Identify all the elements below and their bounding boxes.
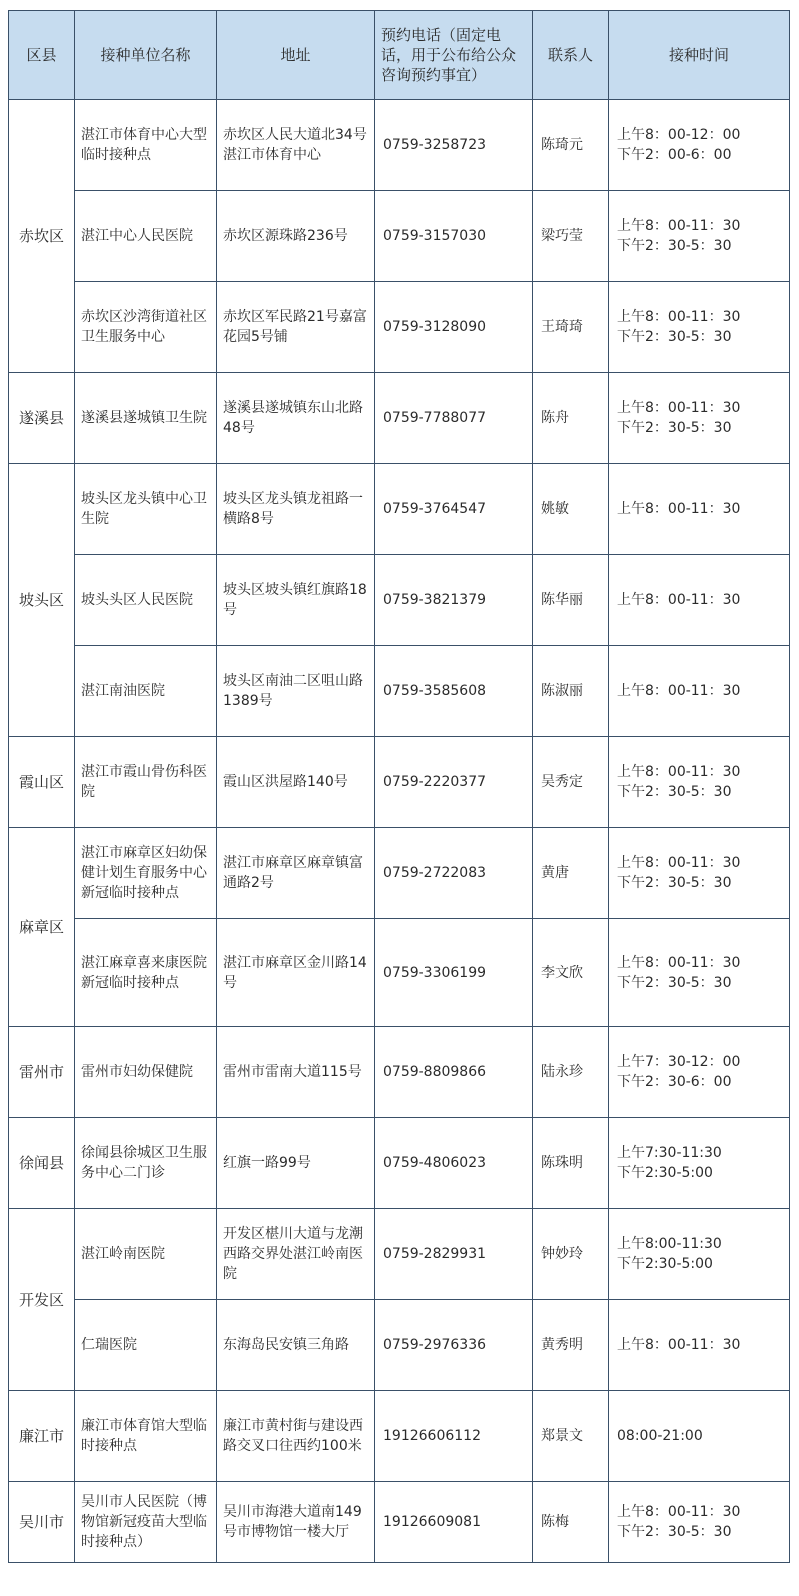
address-cell: 赤坎区源珠路236号 <box>217 191 375 282</box>
time-cell <box>609 464 790 555</box>
time-cell <box>609 1391 790 1482</box>
site-name-cell: 廉江市体育馆大型临时接种点 <box>75 1391 217 1482</box>
time-cell <box>609 100 790 191</box>
header-row <box>9 11 790 100</box>
contact-cell: 陈华丽 <box>533 555 609 646</box>
district-cell: 吴川市 <box>9 1482 75 1563</box>
time-morning: 上午8：00-11：30 <box>617 592 741 608</box>
table-row <box>9 1391 790 1482</box>
contact-cell: 陈琦元 <box>533 100 609 191</box>
contact-cell: 陈淑丽 <box>533 646 609 737</box>
contact-cell: 吴秀定 <box>533 737 609 828</box>
district-cell: 廉江市 <box>9 1391 75 1482</box>
site-name-cell: 湛江市麻章区妇幼保健计划生育服务中心新冠临时接种点 <box>75 828 217 919</box>
phone-cell: 0759-3585608 <box>375 646 533 737</box>
district-cell: 赤坎区 <box>9 100 75 373</box>
site-name-cell: 坡头头区人民医院 <box>75 555 217 646</box>
time-morning: 上午8：00-11：30 <box>617 764 741 780</box>
phone-cell: 0759-3258723 <box>375 100 533 191</box>
address-cell: 湛江市麻章区金川路14号 <box>217 919 375 1027</box>
site-name-cell: 仁瑞医院 <box>75 1300 217 1391</box>
contact-cell: 郑景文 <box>533 1391 609 1482</box>
table-row <box>9 646 790 737</box>
contact-cell: 陆永珍 <box>533 1027 609 1118</box>
time-afternoon: 下午2:30-5:00 <box>617 1256 713 1272</box>
phone-cell: 0759-7788077 <box>375 373 533 464</box>
time-morning: 上午8：00-11：30 <box>617 683 741 699</box>
district-cell: 遂溪县 <box>9 373 75 464</box>
table-row <box>9 1482 790 1563</box>
phone-cell: 0759-2976336 <box>375 1300 533 1391</box>
table-row <box>9 191 790 282</box>
table-row <box>9 464 790 555</box>
address-cell: 廉江市黄村街与建设西路交叉口往西约100米 <box>217 1391 375 1482</box>
contact-cell: 陈梅 <box>533 1482 609 1563</box>
vaccination-sites-table-container <box>8 10 790 1563</box>
district-cell: 徐闻县 <box>9 1118 75 1209</box>
table-row <box>9 1300 790 1391</box>
time-morning: 上午8：00-11：30 <box>617 1337 741 1353</box>
time-morning: 上午8：00-11：30 <box>617 400 741 416</box>
district-cell: 雷州市 <box>9 1027 75 1118</box>
time-cell <box>609 1027 790 1118</box>
address-cell: 东海岛民安镇三角路 <box>217 1300 375 1391</box>
phone-cell: 0759-3764547 <box>375 464 533 555</box>
district-cell: 开发区 <box>9 1209 75 1391</box>
phone-cell: 0759-3821379 <box>375 555 533 646</box>
time-morning: 上午7:30-11:30 <box>617 1145 722 1161</box>
time-cell <box>609 737 790 828</box>
address-cell: 吴川市海港大道南149号市博物馆一楼大厅 <box>217 1482 375 1563</box>
phone-cell: 0759-4806023 <box>375 1118 533 1209</box>
time-morning: 上午8：00-11：30 <box>617 501 741 517</box>
time-morning: 08:00-21:00 <box>617 1428 703 1444</box>
site-name-cell: 湛江岭南医院 <box>75 1209 217 1300</box>
address-cell: 赤坎区人民大道北34号湛江市体育中心 <box>217 100 375 191</box>
time-afternoon: 下午2：30-6：00 <box>617 1074 732 1090</box>
time-cell <box>609 1209 790 1300</box>
phone-cell: 0759-8809866 <box>375 1027 533 1118</box>
table-row <box>9 373 790 464</box>
time-afternoon: 下午2:30-5:00 <box>617 1165 713 1181</box>
address-cell: 红旗一路99号 <box>217 1118 375 1209</box>
time-afternoon: 下午2：00-6：00 <box>617 147 732 163</box>
phone-cell: 0759-2722083 <box>375 828 533 919</box>
header-site-name: 接种单位名称 <box>75 11 217 100</box>
site-name-cell: 坡头区龙头镇中心卫生院 <box>75 464 217 555</box>
time-afternoon: 下午2：30-5：30 <box>617 329 732 345</box>
table-row <box>9 282 790 373</box>
time-cell <box>609 828 790 919</box>
vaccination-sites-table <box>8 10 790 1563</box>
time-morning: 上午8：00-11：30 <box>617 855 741 871</box>
site-name-cell: 徐闻县徐城区卫生服务中心二门诊 <box>75 1118 217 1209</box>
address-cell: 坡头区南油二区咀山路1389号 <box>217 646 375 737</box>
site-name-cell: 吴川市人民医院（博物馆新冠疫苗大型临时接种点） <box>75 1482 217 1563</box>
time-cell <box>609 1482 790 1563</box>
phone-cell: 0759-3306199 <box>375 919 533 1027</box>
site-name-cell: 湛江南油医院 <box>75 646 217 737</box>
phone-cell: 0759-3157030 <box>375 191 533 282</box>
address-cell: 赤坎区军民路21号嘉富花园5号铺 <box>217 282 375 373</box>
contact-cell: 黄唐 <box>533 828 609 919</box>
table-row <box>9 828 790 919</box>
header-phone: 预约电话（固定电话，用于公布给公众咨询预约事宜） <box>375 11 533 100</box>
table-row <box>9 100 790 191</box>
address-cell: 霞山区洪屋路140号 <box>217 737 375 828</box>
address-cell: 遂溪县遂城镇东山北路48号 <box>217 373 375 464</box>
time-afternoon: 下午2：30-5：30 <box>617 875 732 891</box>
time-cell <box>609 282 790 373</box>
site-name-cell: 遂溪县遂城镇卫生院 <box>75 373 217 464</box>
header-address: 地址 <box>217 11 375 100</box>
contact-cell: 梁巧莹 <box>533 191 609 282</box>
contact-cell: 李文欣 <box>533 919 609 1027</box>
district-cell: 霞山区 <box>9 737 75 828</box>
time-cell <box>609 1300 790 1391</box>
contact-cell: 陈珠明 <box>533 1118 609 1209</box>
phone-cell: 0759-2220377 <box>375 737 533 828</box>
time-cell <box>609 646 790 737</box>
address-cell: 坡头区龙头镇龙祖路一横路8号 <box>217 464 375 555</box>
time-morning: 上午8：00-11：30 <box>617 1504 741 1520</box>
site-name-cell: 湛江市体育中心大型临时接种点 <box>75 100 217 191</box>
district-cell: 麻章区 <box>9 828 75 1027</box>
table-row <box>9 1118 790 1209</box>
table-row <box>9 555 790 646</box>
time-cell <box>609 191 790 282</box>
phone-cell: 0759-2829931 <box>375 1209 533 1300</box>
table-row <box>9 737 790 828</box>
header-contact: 联系人 <box>533 11 609 100</box>
time-cell <box>609 555 790 646</box>
contact-cell: 姚敏 <box>533 464 609 555</box>
district-cell: 坡头区 <box>9 464 75 737</box>
phone-cell: 19126609081 <box>375 1482 533 1563</box>
site-name-cell: 湛江麻章喜来康医院新冠临时接种点 <box>75 919 217 1027</box>
time-afternoon: 下午2：30-5：30 <box>617 238 732 254</box>
address-cell: 雷州市雷南大道115号 <box>217 1027 375 1118</box>
contact-cell: 钟妙玲 <box>533 1209 609 1300</box>
time-afternoon: 下午2：30-5：30 <box>617 420 732 436</box>
table-row <box>9 1027 790 1118</box>
time-afternoon: 下午2：30-5：30 <box>617 1524 732 1540</box>
address-cell: 坡头区坡头镇红旗路18号 <box>217 555 375 646</box>
site-name-cell: 湛江中心人民医院 <box>75 191 217 282</box>
header-time: 接种时间 <box>609 11 790 100</box>
site-name-cell: 赤坎区沙湾街道社区卫生服务中心 <box>75 282 217 373</box>
table-row <box>9 1209 790 1300</box>
phone-cell: 19126606112 <box>375 1391 533 1482</box>
time-cell <box>609 1118 790 1209</box>
time-morning: 上午8：00-12：00 <box>617 127 741 143</box>
address-cell: 开发区椹川大道与龙潮西路交界处湛江岭南医院 <box>217 1209 375 1300</box>
contact-cell: 陈舟 <box>533 373 609 464</box>
contact-cell: 王琦琦 <box>533 282 609 373</box>
time-morning: 上午7：30-12：00 <box>617 1054 741 1070</box>
contact-cell: 黄秀明 <box>533 1300 609 1391</box>
time-morning: 上午8：00-11：30 <box>617 954 741 971</box>
time-afternoon: 下午2：30-5：30 <box>617 784 732 800</box>
phone-cell: 0759-3128090 <box>375 282 533 373</box>
time-afternoon: 下午2：30-5：30 <box>617 974 732 991</box>
time-cell <box>609 919 790 1027</box>
site-name-cell: 湛江市霞山骨伤科医院 <box>75 737 217 828</box>
table-row <box>9 919 790 1027</box>
time-morning: 上午8:00-11:30 <box>617 1236 722 1252</box>
time-cell <box>609 373 790 464</box>
time-morning: 上午8：00-11：30 <box>617 218 741 234</box>
time-morning: 上午8：00-11：30 <box>617 309 741 325</box>
header-district: 区县 <box>9 11 75 100</box>
address-cell: 湛江市麻章区麻章镇富通路2号 <box>217 828 375 919</box>
site-name-cell: 雷州市妇幼保健院 <box>75 1027 217 1118</box>
